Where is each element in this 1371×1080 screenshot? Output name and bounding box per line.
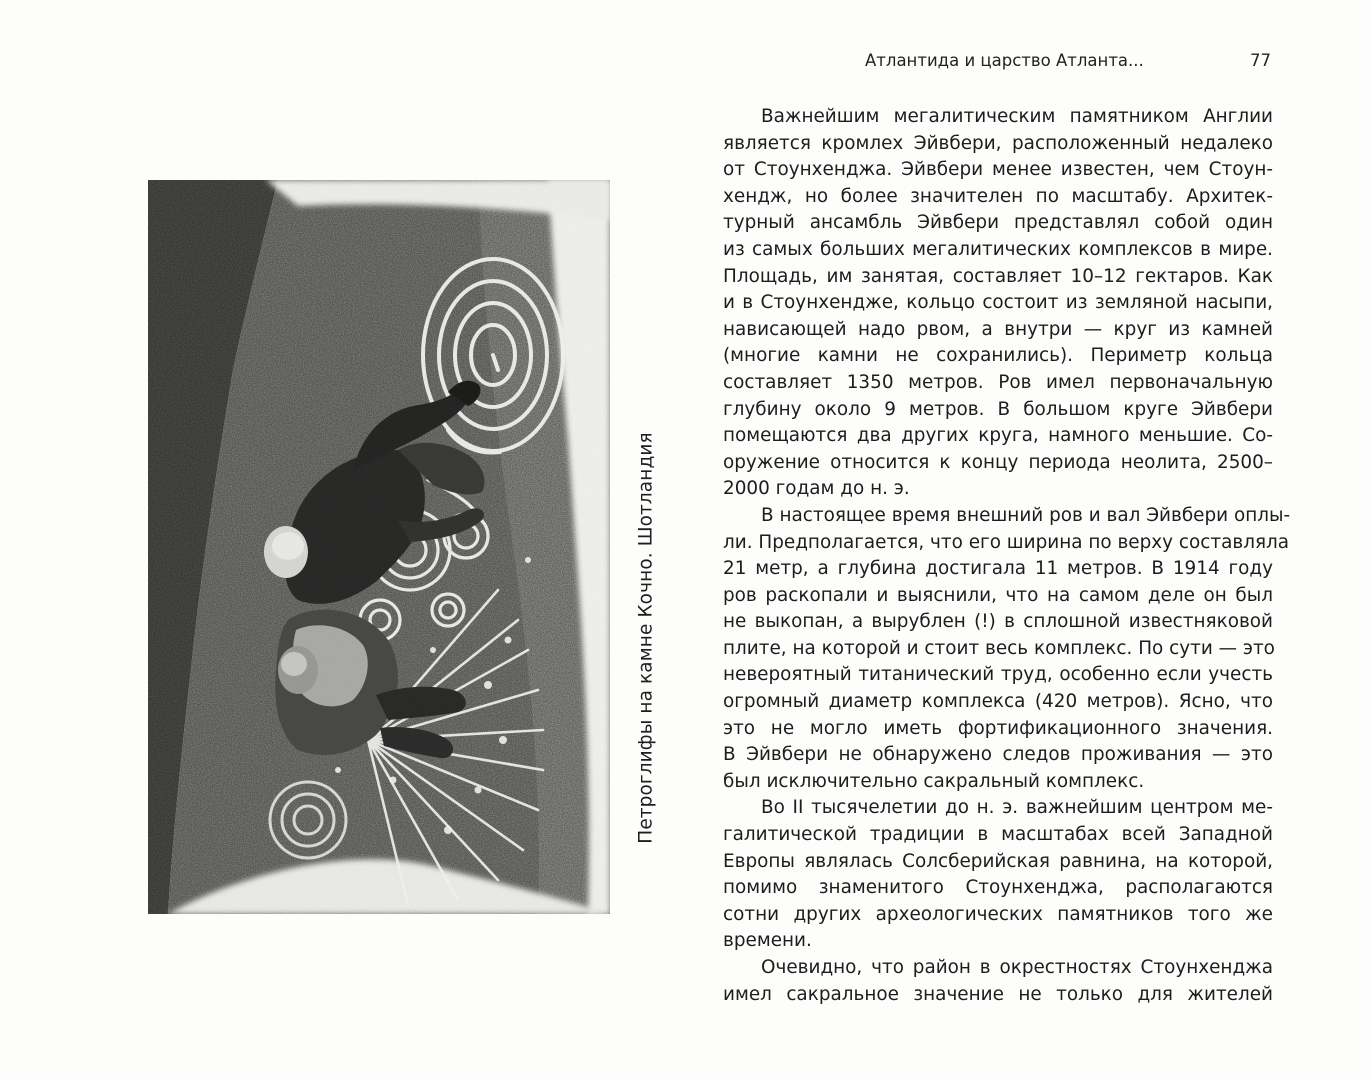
text-line: был исключительно сакральный комплекс. bbox=[723, 770, 1145, 792]
text-line: 2000 годам до н. э. bbox=[723, 478, 910, 500]
text-line: сотни других археологических памятников того же bbox=[723, 903, 1273, 925]
text-line: плите, на которой и стоит весь комплекс. По сути — это bbox=[723, 637, 1275, 659]
text-line: нависающей надо рвом, а внутри — круг из камней bbox=[723, 318, 1273, 340]
text-line: Площадь, им занятая, составляет 10–12 гектаров. Как bbox=[723, 265, 1273, 287]
body-text bbox=[723, 104, 1291, 1008]
text-line: Во II тысячелетии до н. э. важнейшим центром ме- bbox=[761, 797, 1273, 819]
text-line: (многие камни не сохранились). Периметр кольца bbox=[723, 345, 1273, 367]
text-line: времени. bbox=[723, 930, 812, 952]
text-line: невероятный титанический труд, особенно если учесть bbox=[723, 664, 1273, 686]
text-line: ров раскопали и выяснили, что на самом деле он был bbox=[723, 584, 1273, 606]
text-line: Европы являлась Солсберийская равнина, на которой, bbox=[723, 850, 1273, 872]
text-line: помимо знаменитого Стоунхенджа, располагаются bbox=[723, 877, 1273, 899]
running-header: Атлантида и царство Атланта... bbox=[865, 51, 1144, 70]
text-line: глубину около 9 метров. В большом круге Эйвбери bbox=[723, 398, 1273, 420]
text-line: хендж, но более значителен по масштабу. Архитек- bbox=[723, 185, 1273, 207]
petroglyph-photo bbox=[148, 180, 610, 914]
paragraph bbox=[723, 104, 1273, 503]
text-line: является кромлех Эйвбери, расположенный недалеко bbox=[723, 132, 1273, 154]
text-line: Важнейшим мегалитическим памятником Англии bbox=[761, 106, 1273, 127]
text-line: Очевидно, что район в окрестностях Стоунхенджа bbox=[761, 957, 1273, 978]
paragraph bbox=[723, 503, 1291, 796]
page-number: 77 bbox=[1250, 51, 1271, 70]
text-line: 21 метр, а глубина достигала 11 метров. В 1914 году bbox=[723, 558, 1273, 580]
text-line: В настоящее время внешний ров и вал Эйвбери оплы- bbox=[761, 504, 1291, 526]
text-line: галитической традиции в масштабах всей Западной bbox=[723, 824, 1273, 846]
text-line: из самых больших мегалитических комплексов в мире. bbox=[723, 238, 1273, 260]
text-line: от Стоунхенджа. Эйвбери менее известен, чем Стоун- bbox=[723, 159, 1273, 181]
paragraph bbox=[723, 955, 1273, 1008]
figure-caption-text: Петроглифы на камне Кочно. Шотландия bbox=[635, 432, 657, 844]
text-line: помещаются два других круга, намного меньшие. Со- bbox=[723, 425, 1273, 447]
text-line: не выкопан, а вырублен (!) в сплошной известняковой bbox=[723, 611, 1273, 633]
text-line: это не могло иметь фортификационного значения. bbox=[723, 717, 1273, 739]
text-line: ли. Предполагается, что его ширина по верху составляла bbox=[723, 531, 1290, 553]
text-line: имел сакральное значение не только для жителей bbox=[723, 983, 1273, 1005]
text-line: турный ансамбль Эйвбери представлял собой один bbox=[723, 212, 1273, 234]
figure-caption bbox=[633, 368, 659, 908]
text-line: составляет 1350 метров. Ров имел первоначальную bbox=[723, 371, 1273, 393]
text-line: В Эйвбери не обнаружено следов проживания — это bbox=[723, 744, 1273, 766]
text-line: огромный диаметр комплекса (420 метров). Ясно, что bbox=[723, 691, 1273, 713]
paragraph bbox=[723, 795, 1273, 955]
text-line: и в Стоунхендже, кольцо состоит из земляной насыпи, bbox=[723, 292, 1273, 314]
text-line: оружение относится к концу периода неолита, 2500– bbox=[723, 451, 1273, 473]
